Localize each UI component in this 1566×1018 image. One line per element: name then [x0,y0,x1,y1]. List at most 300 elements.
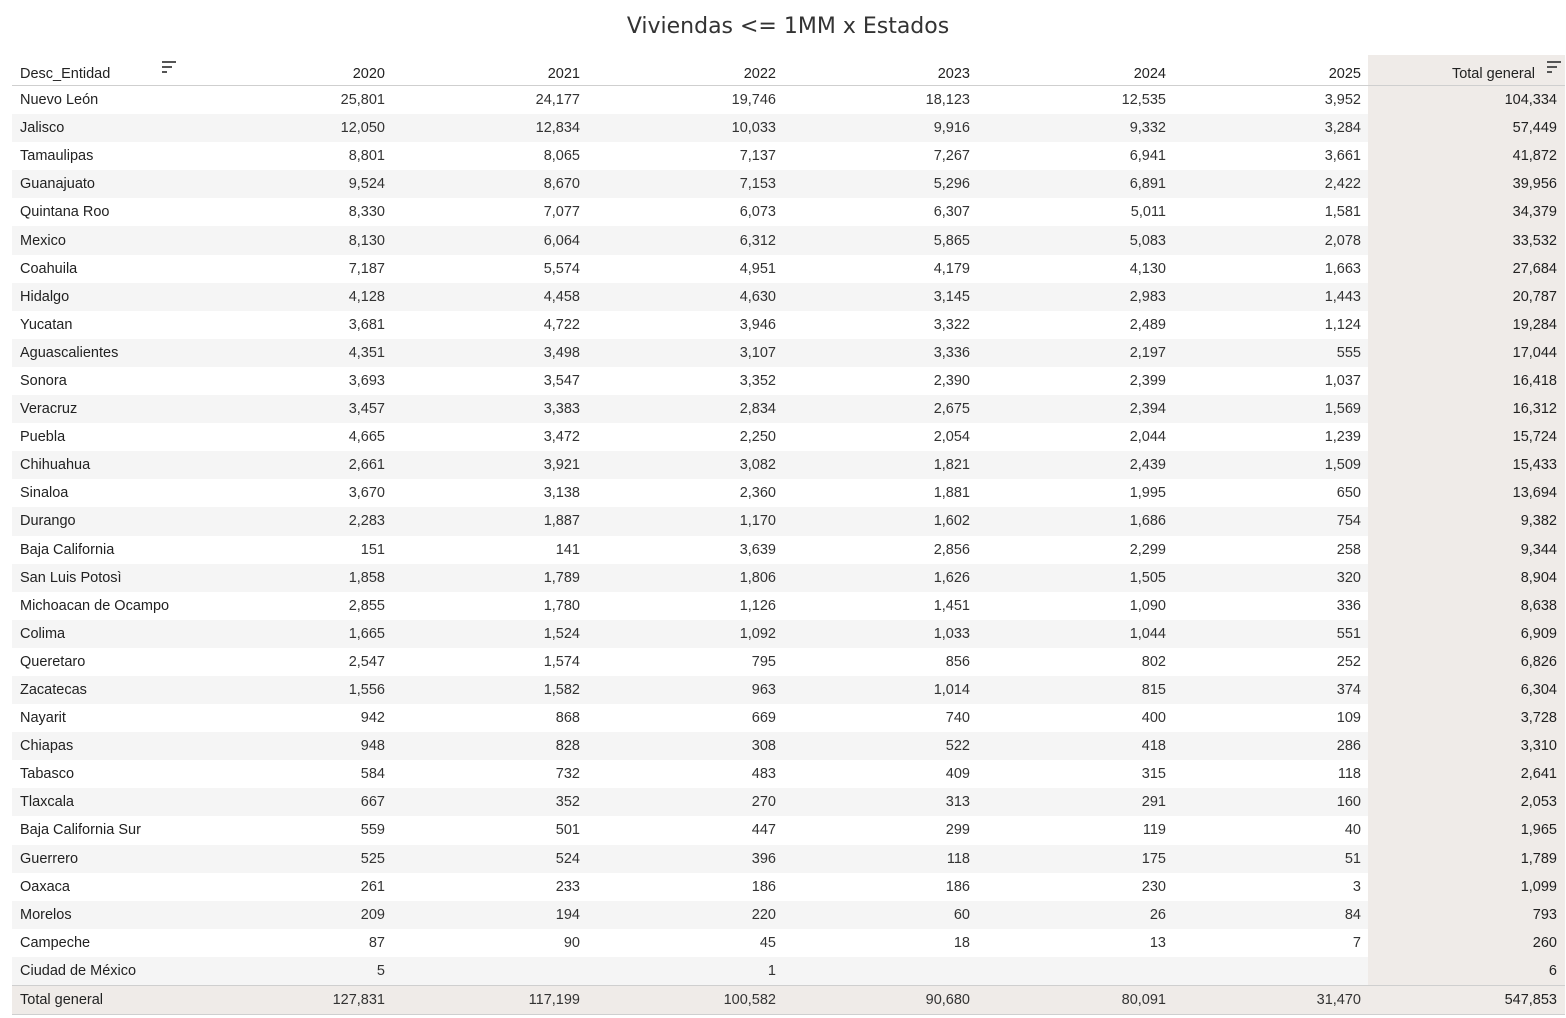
value-cell-2020: 5 [198,957,392,986]
value-cell-2024: 6,891 [977,170,1173,198]
value-cell-2020: 4,665 [348,429,385,446]
chart-title: Viviendas <= 1MM x Estados [626,14,950,39]
value-cell-2023: 1,881 [933,485,970,502]
value-cell-2023: 3,322 [933,316,970,333]
value-cell-2020: 2,547 [348,653,385,670]
row-total-cell: 8,904 [1368,564,1565,592]
row-total-cell: 6,304 [1368,676,1565,704]
value-cell-2025: 1,124 [1324,316,1361,333]
entidad-cell: Nayarit [20,710,66,727]
total-column-label: Total general [1451,66,1535,82]
value-cell-2024 [977,957,1173,986]
entidad-cell: Zacatecas [12,676,198,704]
column-header-2024[interactable]: 2024 [977,55,1173,86]
value-cell-2021: 12,834 [392,114,587,142]
entidad-cell: Coahuila [20,260,78,277]
value-cell-2022: 2,834 [587,395,783,423]
value-cell-2021 [392,957,587,986]
value-cell-2024: 1,090 [1129,597,1166,614]
table-row [12,198,1565,226]
grand-total-label: Total general [12,986,198,1015]
value-cell-2024: 5,083 [977,226,1173,254]
table-row [12,536,1565,564]
row-total-cell: 20,787 [1368,283,1565,311]
value-cell-2024: 315 [1141,766,1166,783]
table-row [12,564,1565,592]
value-cell-2023: 7,267 [933,148,970,165]
value-cell-2023: 1,014 [783,676,977,704]
grand-total-2024: 80,091 [977,986,1173,1015]
value-cell-2020: 87 [368,934,385,951]
value-cell-2023: 1,626 [783,564,977,592]
row-total-cell: 8,638 [1368,592,1565,620]
value-cell-2021: 1,582 [392,676,587,704]
value-cell-2021: 524 [392,845,587,873]
value-cell-2023: 1,821 [783,451,977,479]
value-cell-2024: 9,332 [977,114,1173,142]
value-cell-2023: 2,856 [933,541,970,558]
value-cell-2023: 6,307 [933,204,970,221]
value-cell-2021: 233 [555,878,580,895]
value-cell-2022: 220 [587,901,783,929]
table-row [12,170,1565,198]
value-cell-2025: 2,078 [1173,226,1368,254]
table-row [12,283,1565,311]
table-row [12,788,1565,816]
value-cell-2024: 2,197 [977,339,1173,367]
value-cell-2023: 2,390 [933,372,970,389]
table-row [12,367,1565,395]
value-cell-2023: 522 [783,732,977,760]
entidad-cell: Colima [12,620,198,648]
row-total-cell: 41,872 [1368,142,1565,170]
table-row [12,732,1565,760]
sort-descending-icon[interactable] [1547,61,1561,75]
value-cell-2021: 8,065 [543,148,580,165]
entidad-cell: Tlaxcala [12,788,198,816]
value-cell-2024: 291 [977,788,1173,816]
value-cell-2022: 396 [587,845,783,873]
value-cell-2021: 194 [392,901,587,929]
value-cell-2024: 26 [977,901,1173,929]
value-cell-2022: 3,352 [739,372,776,389]
value-cell-2022: 19,746 [731,92,776,109]
table-row [12,395,1565,423]
entidad-cell: Chiapas [12,732,198,760]
value-cell-2020: 8,130 [198,226,392,254]
value-cell-2021: 3,547 [543,372,580,389]
table-row [12,423,1565,451]
table-row [12,816,1565,844]
value-cell-2022: 3,107 [587,339,783,367]
value-cell-2025: 1,037 [1324,372,1361,389]
value-cell-2025: 3,284 [1173,114,1368,142]
value-cell-2024: 1,505 [977,564,1173,592]
value-cell-2025: 650 [1336,485,1361,502]
value-cell-2020: 151 [360,541,385,558]
value-cell-2020: 1,858 [198,564,392,592]
table-row [12,339,1565,367]
value-cell-2024: 2,399 [1129,372,1166,389]
entidad-cell: Nuevo León [20,92,99,109]
value-cell-2022: 270 [587,788,783,816]
table-row [12,507,1565,535]
entidad-cell: Oaxaca [20,878,70,895]
row-total-cell: 6,826 [1368,648,1565,676]
value-cell-2020: 4,351 [198,339,392,367]
value-cell-2025: 258 [1336,541,1361,558]
value-cell-2025: 1,581 [1324,204,1361,221]
value-cell-2024: 2,983 [977,283,1173,311]
value-cell-2025: 7 [1352,934,1361,951]
value-cell-2025: 555 [1173,339,1368,367]
row-total-cell: 2,641 [1368,760,1565,788]
value-cell-2020: 3,681 [348,316,385,333]
table-row [12,957,1565,986]
value-cell-2022: 2,360 [739,485,776,502]
row-total-cell: 15,433 [1368,451,1565,479]
value-cell-2020: 2,661 [198,451,392,479]
value-cell-2025: 320 [1173,564,1368,592]
entidad-cell: Aguascalientes [12,339,198,367]
value-cell-2021: 1,780 [543,597,580,614]
value-cell-2025: 40 [1344,822,1361,839]
value-cell-2022: 669 [751,710,776,727]
value-cell-2021: 3,472 [543,429,580,446]
value-cell-2021: 24,177 [535,92,580,109]
entidad-cell: Veracruz [12,395,198,423]
value-cell-2021: 4,458 [392,283,587,311]
value-cell-2021: 868 [555,710,580,727]
total-column-header[interactable] [1368,55,1565,86]
value-cell-2023: 409 [945,766,970,783]
value-cell-2023: 740 [945,710,970,727]
value-cell-2024: 175 [977,845,1173,873]
value-cell-2022: 4,630 [587,283,783,311]
entidad-cell: Baja California [20,541,115,558]
value-cell-2025: 1,569 [1173,395,1368,423]
entidad-cell: Campeche [20,934,91,951]
table-row [12,760,1565,788]
value-cell-2022: 308 [587,732,783,760]
entidad-cell: Ciudad de México [12,957,198,986]
row-total-cell: 19,284 [1368,311,1565,339]
value-cell-2020: 3,693 [348,372,385,389]
value-cell-2020: 2,855 [348,597,385,614]
value-cell-2024: 12,535 [1121,92,1166,109]
value-cell-2025 [1173,957,1368,986]
row-total-cell: 2,053 [1368,788,1565,816]
value-cell-2020: 1,556 [198,676,392,704]
table-row [12,142,1565,170]
value-cell-2021: 141 [555,541,580,558]
value-cell-2020: 8,801 [348,148,385,165]
value-cell-2025: 3 [1352,878,1361,895]
value-cell-2021: 6,064 [392,226,587,254]
entidad-cell: Sinaloa [20,485,69,502]
value-cell-2023: 9,916 [783,114,977,142]
value-cell-2021: 90 [563,934,580,951]
row-total-cell: 3,728 [1368,704,1565,732]
value-cell-2021: 7,077 [543,204,580,221]
value-cell-2020: 3,457 [198,395,392,423]
value-cell-2022: 1,092 [587,620,783,648]
value-cell-2022: 795 [751,653,776,670]
value-cell-2020: 261 [360,878,385,895]
row-total-cell: 16,418 [1368,367,1565,395]
crosstab-table [12,55,1565,1015]
value-cell-2025: 336 [1336,597,1361,614]
value-cell-2023: 1,602 [783,507,977,535]
grand-total-2020: 127,831 [198,986,392,1015]
row-total-cell: 15,724 [1368,423,1565,451]
table-row [12,873,1565,901]
value-cell-2020: 2,283 [198,507,392,535]
value-cell-2024: 815 [977,676,1173,704]
value-cell-2025: 1,239 [1324,429,1361,446]
row-total-cell: 1,965 [1368,816,1565,844]
value-cell-2021: 3,498 [392,339,587,367]
row-total-cell: 39,956 [1368,170,1565,198]
value-cell-2022: 186 [751,878,776,895]
value-cell-2023: 3,145 [783,283,977,311]
entidad-cell: Mexico [12,226,198,254]
entidad-cell: Puebla [20,429,66,446]
value-cell-2023 [783,957,977,986]
table-row [12,311,1565,339]
row-total-cell: 9,382 [1368,507,1565,535]
value-cell-2021: 3,383 [392,395,587,423]
value-cell-2022: 6,312 [587,226,783,254]
row-total-cell: 13,694 [1368,479,1565,507]
value-cell-2021: 1,789 [392,564,587,592]
value-cell-2025: 252 [1336,653,1361,670]
value-cell-2022: 1,806 [587,564,783,592]
value-cell-2022: 6,073 [739,204,776,221]
value-cell-2022: 3,639 [739,541,776,558]
value-cell-2023: 18,123 [925,92,970,109]
value-cell-2021: 3,921 [392,451,587,479]
table-row [12,620,1565,648]
row-total-cell: 33,532 [1368,226,1565,254]
entidad-cell: Morelos [12,901,198,929]
value-cell-2024: 230 [1141,878,1166,895]
value-cell-2022: 3,082 [587,451,783,479]
value-cell-2020: 1,665 [198,620,392,648]
value-cell-2020: 3,670 [348,485,385,502]
value-cell-2024: 418 [977,732,1173,760]
value-cell-2022: 7,153 [587,170,783,198]
value-cell-2024: 4,130 [1129,260,1166,277]
value-cell-2021: 8,670 [392,170,587,198]
grand-total-2025: 31,470 [1173,986,1368,1015]
entidad-cell: Chihuahua [12,451,198,479]
value-cell-2025: 160 [1173,788,1368,816]
value-cell-2025: 1,509 [1173,451,1368,479]
row-total-cell: 57,449 [1368,114,1565,142]
value-cell-2022: 45 [759,934,776,951]
row-total-cell: 793 [1368,901,1565,929]
value-cell-2021: 732 [555,766,580,783]
value-cell-2023: 18 [953,934,970,951]
value-cell-2020: 9,524 [198,170,392,198]
value-cell-2021: 1,524 [392,620,587,648]
value-cell-2024: 400 [1141,710,1166,727]
value-cell-2022: 2,250 [739,429,776,446]
value-cell-2025: 3,952 [1324,92,1361,109]
column-header-2023[interactable]: 2023 [783,55,977,86]
value-cell-2020: 7,187 [348,260,385,277]
value-cell-2024: 119 [1142,822,1166,839]
value-cell-2020: 942 [360,710,385,727]
sort-descending-icon[interactable] [162,61,176,75]
value-cell-2024: 2,299 [1129,541,1166,558]
value-cell-2024: 2,439 [977,451,1173,479]
table-row [12,704,1565,732]
value-cell-2024: 2,394 [977,395,1173,423]
value-cell-2023: 118 [783,845,977,873]
row-header-label: Desc_Entidad [20,66,111,82]
value-cell-2025: 551 [1173,620,1368,648]
value-cell-2022: 3,946 [739,316,776,333]
value-cell-2025: 84 [1173,901,1368,929]
value-cell-2024: 2,044 [1129,429,1166,446]
entidad-cell: Jalisco [12,114,198,142]
value-cell-2020: 948 [198,732,392,760]
value-cell-2024: 5,011 [1130,204,1166,221]
grand-total-2022: 100,582 [587,986,783,1015]
value-cell-2022: 447 [751,822,776,839]
table-row [12,226,1565,254]
row-total-cell: 27,684 [1368,255,1565,283]
value-cell-2024: 1,044 [977,620,1173,648]
value-cell-2020: 667 [198,788,392,816]
value-cell-2023: 186 [945,878,970,895]
value-cell-2023: 299 [945,822,970,839]
value-cell-2022: 963 [587,676,783,704]
value-cell-2024: 2,489 [1129,316,1166,333]
entidad-cell: Yucatan [20,316,73,333]
column-header-2020[interactable]: 2020 [198,55,392,86]
value-cell-2025: 3,661 [1324,148,1361,165]
value-cell-2022: 7,137 [739,148,776,165]
entidad-cell: Guanajuato [12,170,198,198]
grand-total-2021: 117,199 [392,986,587,1015]
value-cell-2021: 4,722 [543,316,580,333]
row-total-cell: 34,379 [1368,198,1565,226]
value-cell-2021: 352 [392,788,587,816]
value-cell-2020: 12,050 [198,114,392,142]
value-cell-2021: 3,138 [543,485,580,502]
table-body [12,86,1565,986]
value-cell-2020: 8,330 [348,204,385,221]
value-cell-2025: 1,663 [1324,260,1361,277]
value-cell-2021: 501 [555,822,580,839]
value-cell-2021: 828 [392,732,587,760]
value-cell-2024: 6,941 [1129,148,1166,165]
entidad-cell: Quintana Roo [20,204,110,221]
value-cell-2020: 209 [198,901,392,929]
value-cell-2023: 2,054 [933,429,970,446]
value-cell-2022: 4,951 [739,260,776,277]
value-cell-2023: 2,675 [783,395,977,423]
column-header-2021[interactable]: 2021 [392,55,587,86]
value-cell-2022: 1,126 [739,597,776,614]
value-cell-2020: 25,801 [340,92,385,109]
row-total-cell: 1,789 [1368,845,1565,873]
value-cell-2021: 1,887 [392,507,587,535]
table-row [12,901,1565,929]
value-cell-2023: 1,451 [933,597,970,614]
value-cell-2025: 374 [1173,676,1368,704]
entidad-cell: Sonora [20,372,67,389]
value-cell-2020: 4,128 [198,283,392,311]
entidad-cell: Guerrero [12,845,198,873]
table-row [12,114,1565,142]
row-header-cell[interactable] [12,55,198,86]
value-cell-2024: 802 [1141,653,1166,670]
value-cell-2024: 1,686 [977,507,1173,535]
grand-total-2023: 90,680 [783,986,977,1015]
column-header-2025[interactable]: 2025 [1173,55,1368,86]
row-total-cell: 6,909 [1368,620,1565,648]
value-cell-2020: 559 [360,822,385,839]
table-row [12,86,1565,115]
column-header-2022[interactable]: 2022 [587,55,783,86]
value-cell-2025: 109 [1336,710,1361,727]
table-row [12,929,1565,957]
table-row [12,451,1565,479]
entidad-cell: Tamaulipas [20,148,94,165]
row-total-cell: 9,344 [1368,536,1565,564]
value-cell-2020: 525 [198,845,392,873]
value-cell-2024: 13 [1149,934,1166,951]
value-cell-2025: 118 [1337,766,1361,783]
table-row [12,676,1565,704]
value-cell-2023: 5,296 [783,170,977,198]
row-total-cell: 6 [1368,957,1565,986]
row-total-cell: 17,044 [1368,339,1565,367]
value-cell-2023: 313 [783,788,977,816]
table-row [12,845,1565,873]
table-row [12,592,1565,620]
entidad-cell: Durango [12,507,198,535]
value-cell-2024: 1,995 [1129,485,1166,502]
entidad-cell: Queretaro [20,653,86,670]
table-row [12,255,1565,283]
header-row [12,55,1565,86]
value-cell-2023: 856 [945,653,970,670]
value-cell-2021: 1,574 [543,653,580,670]
table-row [12,479,1565,507]
value-cell-2023: 1,033 [783,620,977,648]
entidad-cell: Baja California Sur [20,822,141,839]
value-cell-2025: 1,443 [1173,283,1368,311]
row-total-cell: 104,334 [1368,86,1565,115]
value-cell-2025: 286 [1173,732,1368,760]
row-total-cell: 260 [1368,929,1565,957]
entidad-cell: Michoacan de Ocampo [20,597,170,614]
row-total-cell: 3,310 [1368,732,1565,760]
value-cell-2022: 10,033 [587,114,783,142]
row-total-cell: 16,312 [1368,395,1565,423]
value-cell-2022: 1,170 [587,507,783,535]
row-total-cell: 1,099 [1368,873,1565,901]
value-cell-2025: 754 [1173,507,1368,535]
grand-total-row [12,986,1565,1015]
value-cell-2023: 5,865 [783,226,977,254]
entidad-cell: San Luis Potosì [12,564,198,592]
